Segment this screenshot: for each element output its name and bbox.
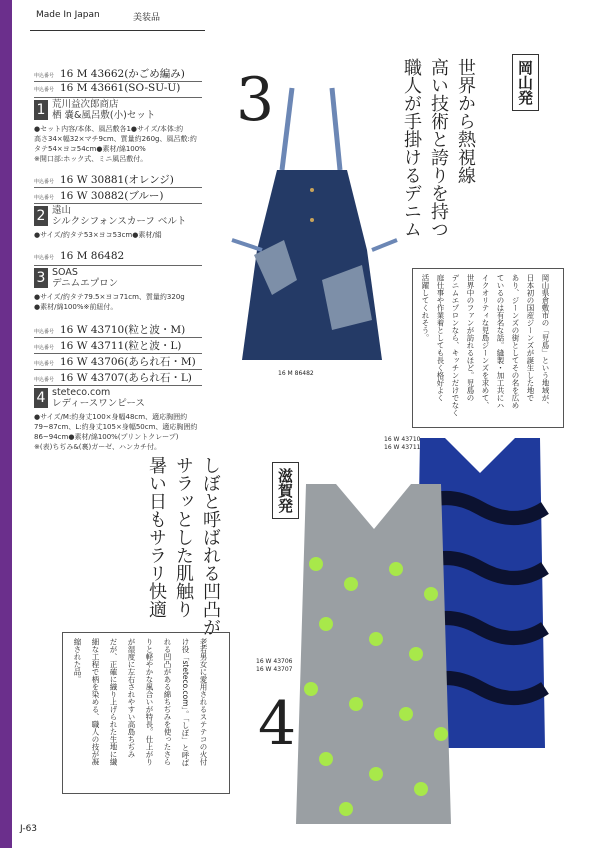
item-number: 4 xyxy=(34,388,48,408)
product-name: レディースワンピース xyxy=(52,397,145,409)
section-number-4: 4 xyxy=(258,689,297,759)
product-name: デニムエプロン xyxy=(52,277,119,289)
brand-name: 遠山 xyxy=(52,205,72,216)
dot-dress-caption: 16 W 43706 16 W 43707 xyxy=(256,658,293,673)
wave-dress-caption: 16 W 43710 16 W 43711 xyxy=(384,436,421,451)
okayama-headline: 世界から熱視線 高い技術と誇りを持つ 職人が手掛けるデニム xyxy=(401,58,476,238)
product-name: 栖 嚢&風呂敷(小)セット xyxy=(52,109,156,121)
brand-name: steteco.com xyxy=(52,387,111,398)
shiga-headline: しぼと呼ばれる凹凸が サラッとした肌触り 暑い日もサラリ快適 xyxy=(146,456,221,636)
brand-name: 荒川益次郎商店 xyxy=(52,99,119,110)
okayama-badge: 岡山発 xyxy=(512,54,539,111)
header-rule xyxy=(30,30,205,31)
brand-name: SOAS xyxy=(52,267,78,278)
code-row: 申込番号 16 M 43662(かごめ編み) xyxy=(34,66,202,82)
item-1 xyxy=(34,66,202,164)
product-name: シルクシフォンスカーフ ベルト xyxy=(52,215,187,227)
shiga-badge: 滋賀発 xyxy=(272,462,299,519)
code-row: 申込番号 16 W 30881(オレンジ) xyxy=(34,172,202,188)
spec-text: ●サイズ/M:約身丈100×身幅48cm、適応胸囲約 79~87cm、L:約身丈105×身幅50cm、適応胸囲約 86~94cm●素材/綿100%(プリントクレープ) ※(表)ちぢみ&(裏)ガーゼ、ハンカチ付。 xyxy=(34,413,198,451)
apron-caption: 16 M 86482 xyxy=(278,370,314,377)
spec-text: ●サイズ/約タテ79.5×ヨコ71cm、質量約320g ●素材/綿100%※前紐付。 xyxy=(34,293,185,311)
code-row: 申込番号 16 W 43706(あられ石・M) xyxy=(34,354,202,370)
code-row: 申込番号 16 W 43710(粒と波・M) xyxy=(34,322,202,338)
sidebar-accent xyxy=(0,0,12,848)
section-number-3: 3 xyxy=(236,65,275,135)
shiga-body: 老若男女に愛用されるステテコの火付 け役「steteco.com」。「しぼ」と呼ば れる凹凸がある綿ちぢみを使ったさら りと軽やかな風合いが特長。仕上がり が湿度に左右されやすい高島ちぢみ だが、正確に織り上げられた生地に繊 細な工程で柄を染める、職人の技が凝 縮された品。 xyxy=(73,638,208,767)
code-row: 申込番号 16 W 43711(粒と波・L) xyxy=(34,338,202,354)
item-4 xyxy=(34,322,202,452)
okayama-body: 岡山県倉敷市の「児島」という地域が、 日本初の国産ジーンズが誕生した地で あり、ジーンズの街としてその名を広め ているのは有名な話。縫製・加工共にハ イクオリティな児島ジーンズを求めて、 世界中のファンが訪れるほど。児島の デニムエプロンなら、キッチンだけでなく 庭仕事や作業着としても長く格好よく 活躍してくれそう。 xyxy=(421,274,550,417)
made-in-label: Made In Japan xyxy=(36,10,100,20)
spec-text: ●サイズ/約タテ53×ヨコ53cm●素材/絹 xyxy=(34,231,162,239)
code-row: 申込番号 16 W 30882(ブルー) xyxy=(34,188,202,204)
page-number: J-63 xyxy=(20,824,38,834)
category-label: 美装品 xyxy=(133,13,161,23)
code-row: 申込番号 16 M 86482 xyxy=(34,250,202,266)
code-row: 申込番号 16 W 43707(あられ石・L) xyxy=(34,370,202,386)
item-2 xyxy=(34,172,202,240)
code-row: 申込番号 16 M 43661(SO-SU-U) xyxy=(34,82,202,98)
item-number: 1 xyxy=(34,100,48,120)
spec-text: ●セット内容/本体、風呂敷各1●サイズ/本体:約 高さ34×幅32×マチ9cm、質量約260g、風呂敷:約 タテ54×ヨコ54cm●素材/綿100% ※開口部:ホック式、ミニ風呂敷付。 xyxy=(34,125,197,163)
item-number: 2 xyxy=(34,206,48,226)
item-number: 3 xyxy=(34,268,48,288)
item-3 xyxy=(34,250,202,312)
dot-dress-image xyxy=(286,474,461,834)
